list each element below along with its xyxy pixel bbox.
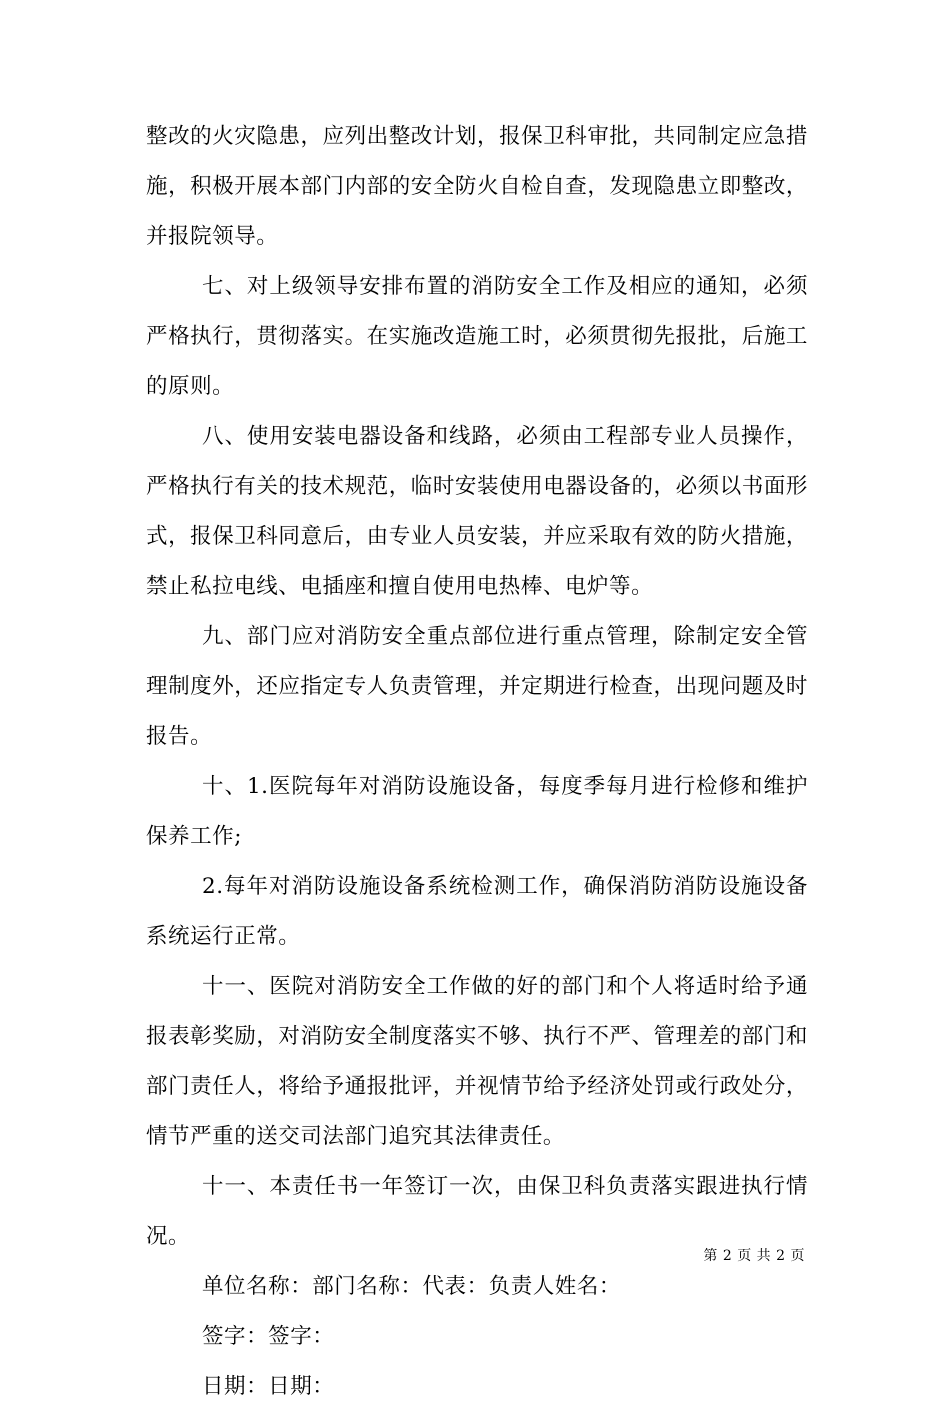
signature-names-line: 单位名称：部门名称：代表：负责人姓名： bbox=[202, 1274, 621, 1299]
paragraph-item-10-2: 2.每年对消防设施设备系统检测工作，确保消防消防设施设备系统运行正常。 bbox=[146, 874, 808, 949]
paragraph-item-7: 七、对上级领导安排布置的消防安全工作及相应的通知，必须严格执行，贯彻落实。在实施改造施工时，必须贯彻先报批，后施工的原则。 bbox=[146, 274, 808, 399]
paragraph-item-11-signing: 十一、本责任书一年签订一次，由保卫科负责落实跟进执行情况。 bbox=[146, 1174, 808, 1249]
paragraph-item-11: 十一、医院对消防安全工作做的好的部门和个人将适时给予通报表彰奖励，对消防安全制度落实不够、执行不严、管理差的部门和部门责任人，将给予通报批评，并视情节给予经济处罚或行政处分，情节严重的送交司法部门追究其法律责任。 bbox=[146, 974, 808, 1149]
page-number-footer: 第 2 页 共 2 页 bbox=[703, 1248, 805, 1264]
signature-date-line: 日期：日期： bbox=[202, 1374, 335, 1399]
paragraph-item-9: 九、部门应对消防安全重点部位进行重点管理，除制定安全管理制度外，还应指定专人负责管理，并定期进行检查，出现问题及时报告。 bbox=[146, 624, 808, 749]
paragraph-continuation: 整改的火灾隐患，应列出整改计划，报保卫科审批，共同制定应急措施，积极开展本部门内部的安全防火自检自查，发现隐患立即整改，并报院领导。 bbox=[146, 124, 808, 249]
paragraph-item-10-1: 十、1.医院每年对消防设施设备，每度季每月进行检修和维护保养工作; bbox=[146, 774, 808, 849]
document-body bbox=[146, 112, 808, 1412]
paragraph-item-8: 八、使用安装电器设备和线路，必须由工程部专业人员操作，严格执行有关的技术规范，临时安装使用电器设备的，必须以书面形式，报保卫科同意后，由专业人员安装，并应采取有效的防火措施，禁止私拉电线、电插座和擅自使用电热棒、电炉等。 bbox=[146, 424, 808, 599]
signature-sign-line: 签字：签字： bbox=[202, 1324, 335, 1349]
